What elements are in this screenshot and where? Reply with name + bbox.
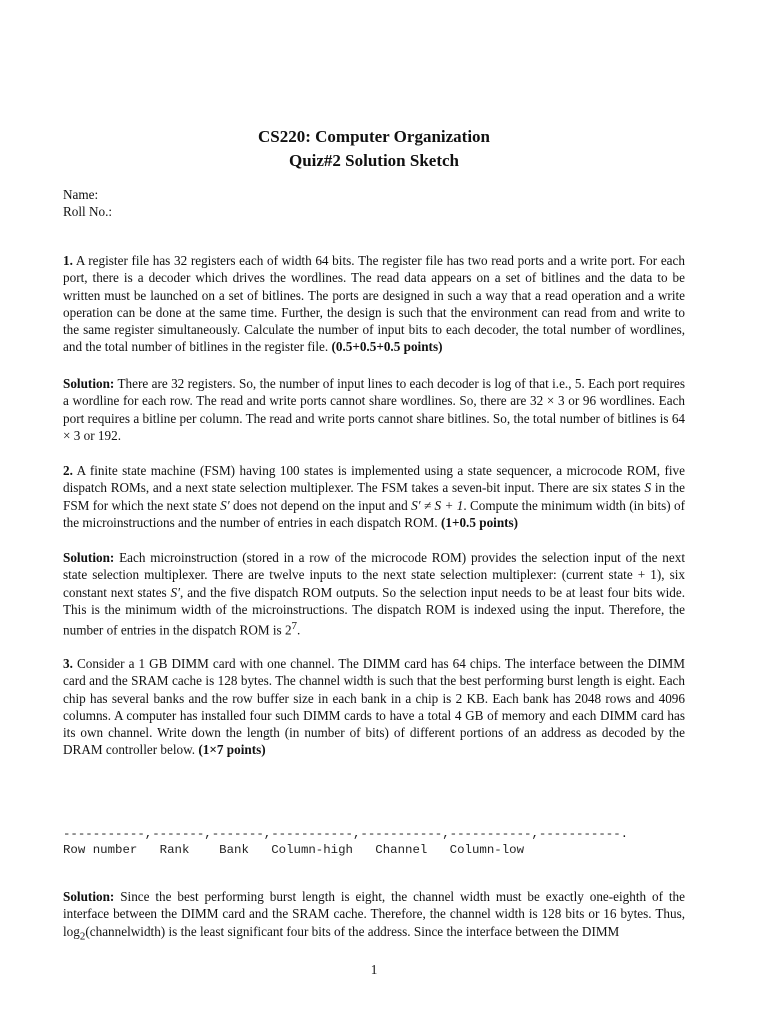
question-2-text-c: does not depend on the input and (229, 497, 412, 513)
question-2-text-d: . Compute the minimum width (in bits) of the microinstructions and the number of entries in each dispatch ROM. (63, 497, 685, 530)
solution-3-label: Solution: (63, 889, 115, 904)
solution-3-math-log: log (63, 923, 80, 939)
question-2-math-b: S′ (220, 497, 230, 513)
solution-3-text-b: is the least significant four bits of the address. Since the interface between the DIMM (165, 923, 620, 939)
solution-1-text-c: or 192. (80, 427, 121, 443)
question-3-number: 3. (63, 656, 73, 671)
question-1-text: A register file has 32 registers each of width 64 bits. The register file has two read ports and a write port. For each port, there is a decoder which drives the wordlines. The read data appears on a set of bitlines and the data to be written must be launched on a set of bitlines. The ports are designed in such a way that a read operation and a write operation can be done at the same time. Further, the design is such that the environment can read from and write to the same register simultaneously. Calculate the number of input bits to each decoder, the total number of wordlines, and the total number of bitlines in the register file. (63, 253, 685, 355)
course-title: CS220: Computer Organization (257, 127, 490, 146)
solution-2-exponent: 7 (291, 620, 298, 633)
question-2-points: (1+0.5 points) (440, 514, 519, 530)
address-field-separators: -----------,-------,-------,-----------,-----------,-----------,-----------. (63, 827, 629, 841)
question-1-points: (0.5+0.5+0.5 points) (331, 339, 443, 355)
address-field-labels: Row number Rank Bank Column-high Channel Column-low (63, 843, 525, 857)
student-fields (63, 186, 112, 220)
page-number: 1 (370, 962, 378, 977)
solution-1-label: Solution: (63, 376, 115, 391)
solution-1-text-a: There are 32 registers. So, the number of input lines to each decoder is log of that i.e., 5. Each port requires a wordline for each row. The read and write ports cannot share wordlines. So, there are (63, 376, 686, 409)
question-1 (63, 252, 685, 356)
question-2-text-a: A finite state machine (FSM) having 100 states is implemented using a state sequencer, a microcode ROM, five dispatch ROMs, and a next state selection multiplexer. The FSM takes a seven-bit input. There are six states (63, 463, 685, 496)
roll-field-label: Roll No.: (63, 204, 113, 219)
solution-2-text-a: Each microinstruction (stored in a row of the microcode ROM) provides the selection input of the next state selection multiplexer. There are twelve inputs to the next state selection multiplexer: (current state + 1), six constant next states (63, 550, 685, 600)
solution-1-text-b: or 96 wordlines. Each port requires a bitline per column. The read and write ports cannot share bitlines. So, the total number of bitlines is (63, 393, 686, 426)
question-2-math-a: S (644, 480, 652, 496)
solution-2-label: Solution: (63, 550, 115, 565)
solution-3-text-a: Since the best performing burst length is eight, the channel width must be exactly one-eighth of the interface between the DIMM card and the SRAM cache. Therefore, the channel width is 128 bits or 16 bytes. Thus, (63, 889, 685, 922)
question-2-text-b: in the FSM for which the next state (63, 480, 685, 513)
solution-2-text-b: , and the five dispatch ROM outputs. So the selection input needs to be at least four bits wide. This is the minimum width of the microinstructions. The dispatch ROM is indexed using the input. Therefore, the number of entries in the dispatch ROM is 2 (63, 584, 686, 638)
question-2 (63, 462, 685, 531)
solution-1-math-b: 64 × 3 (63, 410, 685, 443)
quiz-title: Quiz#2 Solution Sketch (288, 151, 460, 170)
document-title (63, 125, 685, 173)
solution-2 (63, 549, 685, 639)
solution-1-math-a: 32 × 3 (530, 393, 565, 409)
solution-3 (63, 888, 685, 946)
name-field-label: Name: (63, 187, 99, 202)
question-2-math-c: S′ ≠ S + 1 (411, 497, 464, 513)
solution-1 (63, 375, 685, 444)
solution-3-log-base: 2 (79, 930, 86, 943)
solution-3-math-arg: (channelwidth) (85, 923, 166, 939)
question-3-text: Consider a 1 GB DIMM card with one channel. The DIMM card has 64 chips. The interface between the DIMM card and the SRAM cache is 128 bytes. The channel width is such that the best performing burst length is eight. Each chip has several banks and the row buffer size in each bank in a chip is 2 KB. Each bank has 2048 rows and 4096 columns. A computer has installed four such DIMM cards to have a total 4 GB of memory and each DIMM card has its own channel. Write down the length (in number of bits) of different portions of an address as decoded by the DRAM controller below. (63, 656, 686, 758)
solution-2-math-a: S′ (170, 584, 181, 600)
question-2-number: 2. (63, 463, 73, 478)
question-3 (63, 655, 685, 759)
question-1-number: 1. (63, 253, 73, 268)
solution-2-text-c: . (297, 622, 301, 638)
question-3-points: (1×7 points) (198, 742, 266, 758)
